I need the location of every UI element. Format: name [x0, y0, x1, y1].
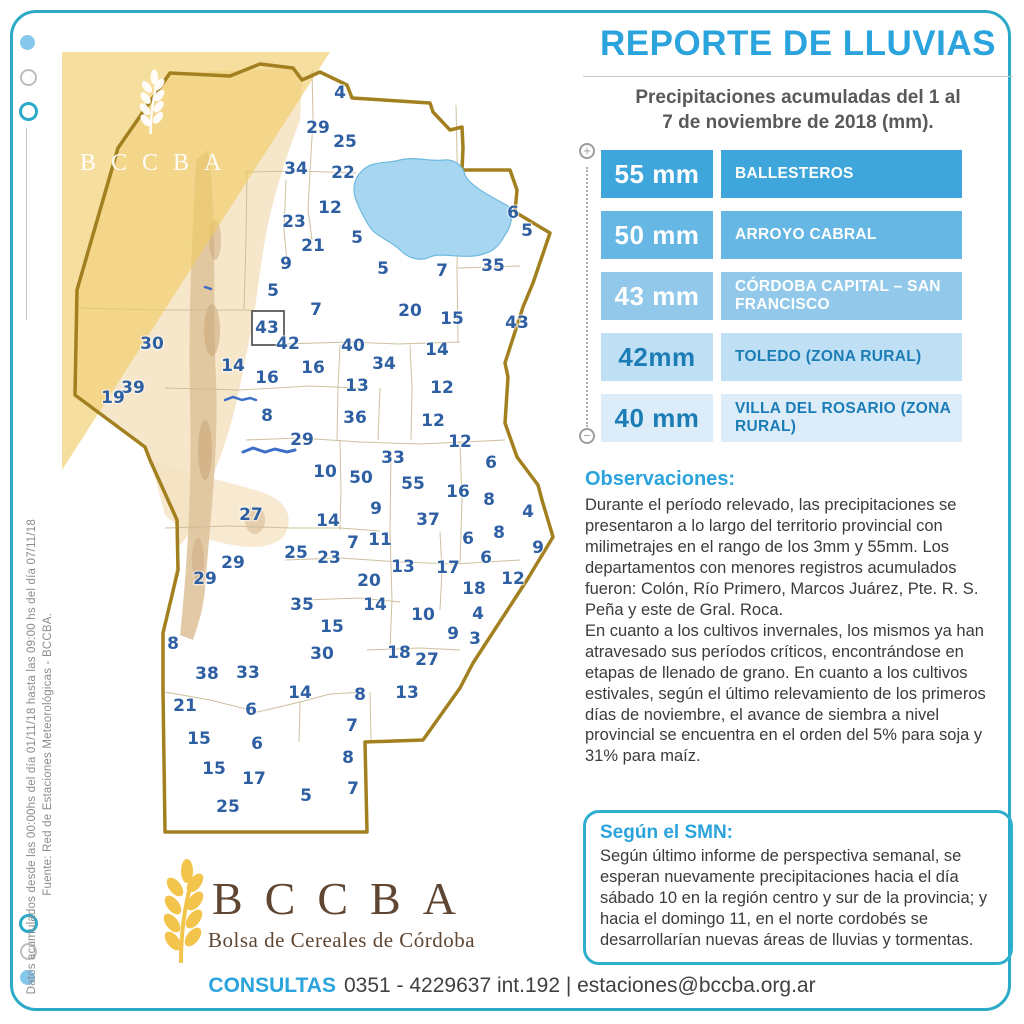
station-value: 13 [391, 557, 415, 577]
station-value: 29 [221, 553, 245, 573]
station-value: 6 [507, 203, 519, 223]
station-value: 35 [290, 595, 314, 615]
rail-dot-filled-top [20, 35, 35, 50]
station-value: 42 [276, 334, 300, 354]
station-value: 34 [284, 159, 308, 179]
station-value: 33 [381, 448, 405, 468]
station-value: 8 [167, 634, 179, 654]
station-value: 36 [343, 408, 367, 428]
ranking-scale-rail [586, 167, 588, 427]
station-value: 7 [347, 779, 359, 799]
station-value: 23 [317, 548, 341, 568]
station-value: 29 [306, 118, 330, 138]
logo-wheat-icon [146, 858, 216, 968]
station-value: 55 [401, 474, 425, 494]
station-value: 29 [290, 430, 314, 450]
station-value: 12 [448, 432, 472, 452]
station-value: 21 [301, 236, 325, 256]
rainfall-ranking-list [601, 150, 962, 455]
station-value: 39 [121, 378, 145, 398]
logo-name: Bolsa de Cereales de Córdoba [208, 928, 476, 952]
station-value: 8 [342, 748, 354, 768]
station-value: 14 [425, 340, 449, 360]
station-value: 7 [347, 533, 359, 553]
station-value: 7 [346, 716, 358, 736]
station-value: 18 [387, 643, 411, 663]
station-value: 12 [421, 411, 445, 431]
station-value: 10 [411, 605, 435, 625]
ranking-value: 43 mm [601, 272, 713, 320]
station-value: 27 [239, 505, 263, 525]
ranking-row [601, 211, 962, 259]
station-value: 9 [447, 624, 459, 644]
station-value: 25 [284, 543, 308, 563]
station-value: 18 [462, 579, 486, 599]
cordoba-map [62, 52, 572, 845]
observations-heading: Observaciones: [585, 468, 736, 490]
station-value: 8 [483, 490, 495, 510]
station-value: 43 [255, 318, 279, 338]
station-value: 16 [446, 482, 470, 502]
station-value: 7 [310, 300, 322, 320]
watermark-text: BCCBA [80, 150, 237, 176]
station-value: 8 [493, 523, 505, 543]
station-value: 6 [485, 453, 497, 473]
observations-paragraph-2: En cuanto a los cultivos invernales, los mismos ya han atravesado sus períodos críticos, encontrándose en etapas de llenado de grano. En cuanto a los cultivos estivales, según el último relevamiento de los primeros días de noviembre, el avance de siembra a nivel provincial se encuentra en el orden del 5% para soja y 31% para maíz. [585, 621, 986, 766]
station-value: 9 [280, 254, 292, 274]
station-value: 8 [354, 685, 366, 705]
station-value: 12 [501, 569, 525, 589]
station-value: 27 [415, 650, 439, 670]
page-subtitle: Precipitaciones acumuladas del 1 al 7 de noviembre de 2018 (mm). [635, 87, 961, 133]
page-title: REPORTE DE LLUVIAS [600, 24, 996, 63]
ranking-label: ARROYO CABRAL [721, 211, 962, 259]
station-value: 30 [140, 334, 164, 354]
station-value: 12 [430, 378, 454, 398]
station-value: 16 [255, 368, 279, 388]
station-value: 6 [462, 529, 474, 549]
station-value: 14 [363, 595, 387, 615]
station-value: 15 [202, 759, 226, 779]
data-period-note: Datos acumulados desde las 00:00hs del día 01/11/18 hasta las 09:00 hs del día 07/11/18 [26, 518, 38, 994]
station-value: 15 [440, 309, 464, 329]
station-value: 6 [251, 734, 263, 754]
station-value: 25 [333, 132, 357, 152]
rail-rule [26, 128, 27, 320]
ranking-label: BALLESTEROS [721, 150, 962, 198]
ranking-value: 55 mm [601, 150, 713, 198]
station-value: 38 [195, 664, 219, 684]
station-value: 5 [300, 786, 312, 806]
station-value: 17 [242, 769, 266, 789]
observations-paragraph-1: Durante el período relevado, las precipitaciones se presentaron a lo largo del territorio provincial con milimetrajes en el rango de los 3mm y 55mm. Los departamentos con menores registros acumulados fueron: Colón, Río Primero, Marcos Juárez, Pte. R. S. Peña y este de Gral. Roca. [585, 496, 979, 619]
station-value: 21 [173, 696, 197, 716]
ranking-value: 50 mm [601, 211, 713, 259]
station-value: 7 [436, 261, 448, 281]
station-value: 14 [316, 511, 340, 531]
ranking-value: 42mm [601, 333, 713, 381]
station-value: 6 [245, 700, 257, 720]
ranking-row [601, 333, 962, 381]
station-value: 5 [521, 221, 533, 241]
station-value: 34 [372, 354, 396, 374]
ranking-row [601, 272, 962, 320]
station-value: 5 [377, 259, 389, 279]
station-value: 12 [318, 198, 342, 218]
title-divider [583, 76, 1013, 77]
station-value: 4 [522, 502, 534, 522]
station-value: 22 [331, 163, 355, 183]
smn-heading: Según el SMN: [600, 822, 734, 843]
station-value: 13 [345, 376, 369, 396]
smn-forecast-box [583, 810, 1013, 965]
station-value: 5 [267, 281, 279, 301]
station-value: 35 [481, 256, 505, 276]
station-value: 33 [236, 663, 260, 683]
station-value: 23 [282, 212, 306, 232]
station-value: 50 [349, 468, 373, 488]
station-value: 16 [301, 358, 325, 378]
station-value: 14 [288, 683, 312, 703]
station-value: 11 [368, 530, 392, 550]
rail-dot-gray-top [20, 69, 37, 86]
contact-info: 0351 - 4229637 int.192 | estaciones@bccba.org.ar [343, 974, 816, 997]
ranking-value: 40 mm [601, 394, 713, 442]
station-value: 20 [398, 301, 422, 321]
station-value: 19 [101, 388, 125, 408]
consultas-label: CONSULTAS [208, 974, 336, 997]
station-value: 13 [395, 683, 419, 703]
minus-icon: − [579, 428, 595, 444]
station-value: 3 [469, 629, 481, 649]
station-value: 25 [216, 797, 240, 817]
station-value: 9 [532, 538, 544, 558]
station-value: 43 [505, 313, 529, 333]
ranking-row [601, 394, 962, 442]
station-value: 15 [320, 617, 344, 637]
rail-dot-teal-top [19, 102, 38, 121]
ranking-label: VILLA DEL ROSARIO (ZONA RURAL) [721, 394, 962, 442]
plus-icon: + [579, 143, 595, 159]
ranking-row [601, 150, 962, 198]
station-value: 37 [416, 510, 440, 530]
station-value: 29 [193, 569, 217, 589]
station-value: 30 [310, 644, 334, 664]
station-value: 10 [313, 462, 337, 482]
station-value: 14 [221, 356, 245, 376]
smn-body: Según último informe de perspectiva semanal, se esperan nuevamente precipitaciones hacia el día sábado 10 en la región centro y sur de la provincia; y hacia el domingo 11, en el norte cordobés se desarrollarían nuevas áreas de lluvias y tormentas. [600, 847, 988, 949]
ranking-label: TOLEDO (ZONA RURAL) [721, 333, 962, 381]
ranking-label: CÓRDOBA CAPITAL – SAN FRANCISCO [721, 272, 962, 320]
logo-acronym: BCCBA [212, 873, 478, 924]
source-note: Fuente: Red de Estaciones Meteorológicas - BCCBA. [42, 613, 54, 896]
station-value: 15 [187, 729, 211, 749]
station-value: 20 [357, 571, 381, 591]
station-value: 4 [472, 604, 484, 624]
contact-footer [0, 974, 1024, 998]
station-value: 5 [351, 228, 363, 248]
station-value: 17 [436, 558, 460, 578]
station-value: 8 [261, 406, 273, 426]
observations-section [585, 468, 1012, 767]
station-value: 9 [370, 499, 382, 519]
station-value: 4 [334, 83, 346, 103]
station-value: 40 [341, 336, 365, 356]
station-value: 6 [480, 548, 492, 568]
